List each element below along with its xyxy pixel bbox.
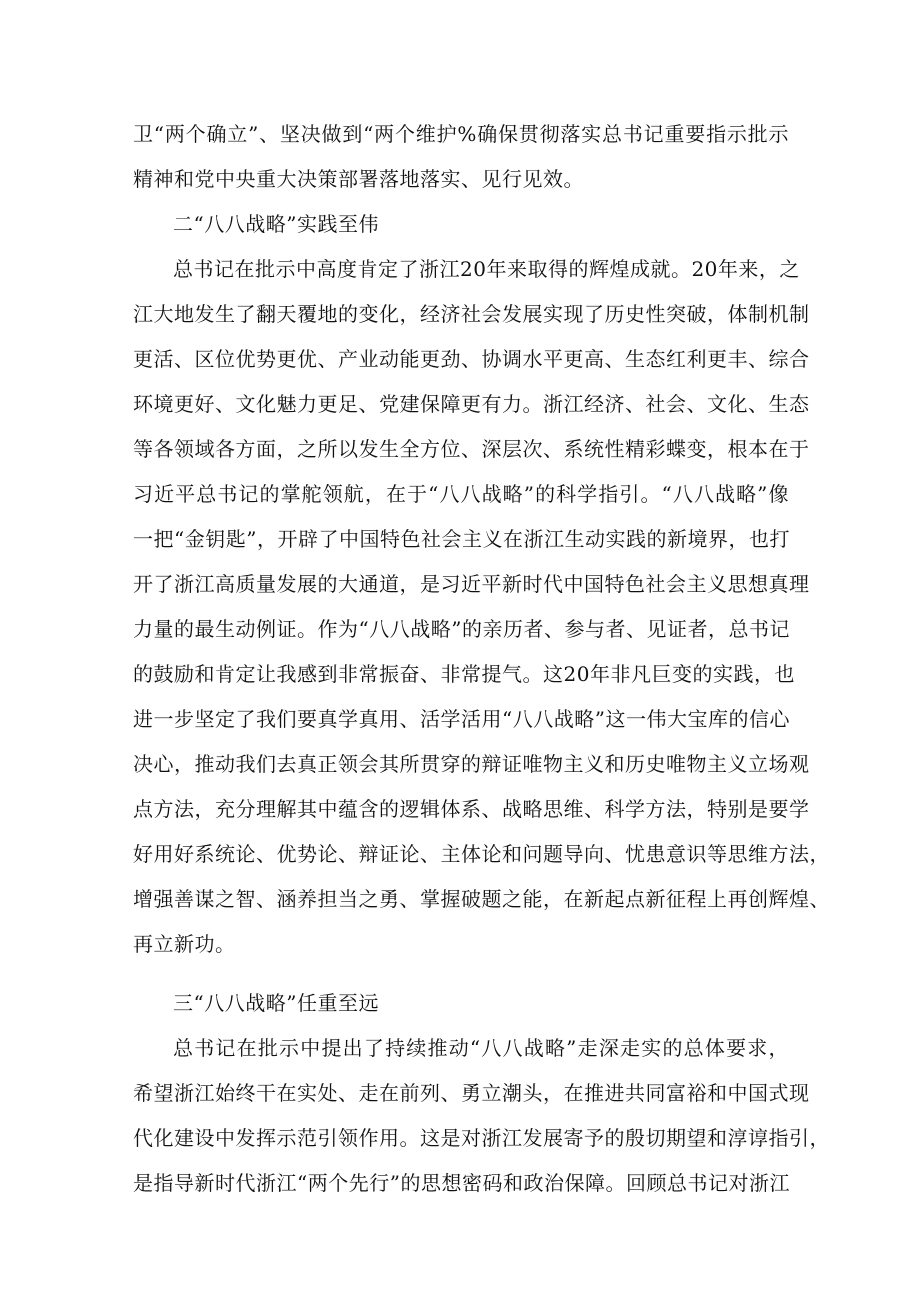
section-heading-2: 二“八八战略”实践至伟 <box>173 212 379 236</box>
document-page <box>133 112 830 1206</box>
text-line: 决心，推动我们去真正领会其所贯穿的辩证唯物主义和历史唯物主义立场观 <box>133 752 810 776</box>
text-line: 总书记在批示中提出了持续推动“八八战略”走深走实的总体要求， <box>173 1036 789 1060</box>
text-line: 进一步坚定了我们要真学真用、活学活用“八八战略”这一伟大宝库的信心 <box>133 707 790 731</box>
text-line: 更活、区位优势更优、产业动能更劲、协调水平更高、生态红利更丰、综合 <box>133 347 810 371</box>
text-line: 希望浙江始终干在实处、走在前列、勇立潮头，在推进共同富裕和中国式现 <box>133 1081 810 1105</box>
text-line: 代化建设中发挥示范引领作用。这是对浙江发展寄予的殷切期望和淳谆指引， <box>133 1126 830 1150</box>
text-line: 一把“金钥匙”，开辟了中国特色社会主义在浙江生动实践的新境界，也打 <box>133 527 790 551</box>
section-3-paragraph <box>133 1026 830 1206</box>
text-line: 习近平总书记的掌舵领航，在于“八八战略”的科学指引。“八八战略”像 <box>133 482 789 506</box>
paragraph-gap <box>133 967 789 981</box>
text-line: 等各领域各方面，之所以发生全方位、深层次、系统性精彩蝶变，根本在于 <box>133 437 810 461</box>
text-line: 江大地发生了翻天覆地的变化，经济社会发展实现了历史性突破，体制机制 <box>133 302 810 326</box>
text-line: 好用好系统论、优势论、辩证论、主体论和问题导向、忧患意识等思维方法， <box>133 842 830 866</box>
section-2-paragraph <box>133 247 830 967</box>
text-line: 卫“两个确立”、坚决做到“两个维护%确保贯彻落实总书记重要指示批示 <box>133 122 789 146</box>
text-line: 增强善谋之智、涵养担当之勇、掌握破题之能，在新起点新征程上再创辉煌、 <box>133 887 830 911</box>
text-line: 的鼓励和肯定让我感到非常振奋、非常提气。这20年非凡巨变的实践，也 <box>133 662 795 686</box>
text-line: 精神和党中央重大决策部署落地落实、见行见效。 <box>133 167 584 191</box>
section-heading-3: 三“八八战略”任重至远 <box>173 991 379 1015</box>
text-line: 开了浙江高质量发展的大通道，是习近平新时代中国特色社会主义思想真理 <box>133 572 810 596</box>
intro-paragraph <box>133 112 789 202</box>
text-line: 总书记在批示中高度肯定了浙江20年来取得的辉煌成就。20年来，之 <box>173 257 800 281</box>
text-line: 是指导新时代浙江“两个先行”的思想密码和政治保障。回顾总书记对浙江 <box>133 1171 790 1195</box>
text-line: 环境更好、文化魅力更足、党建保障更有力。浙江经济、社会、文化、生态 <box>133 392 810 416</box>
text-line: 力量的最生动例证。作为“八八战略”的亲历者、参与者、见证者，总书记 <box>133 617 790 641</box>
text-line: 点方法，充分理解其中蕴含的逻辑体系、战略思维、科学方法，特别是要学 <box>133 797 810 821</box>
text-line: 再立新功。 <box>133 932 236 956</box>
